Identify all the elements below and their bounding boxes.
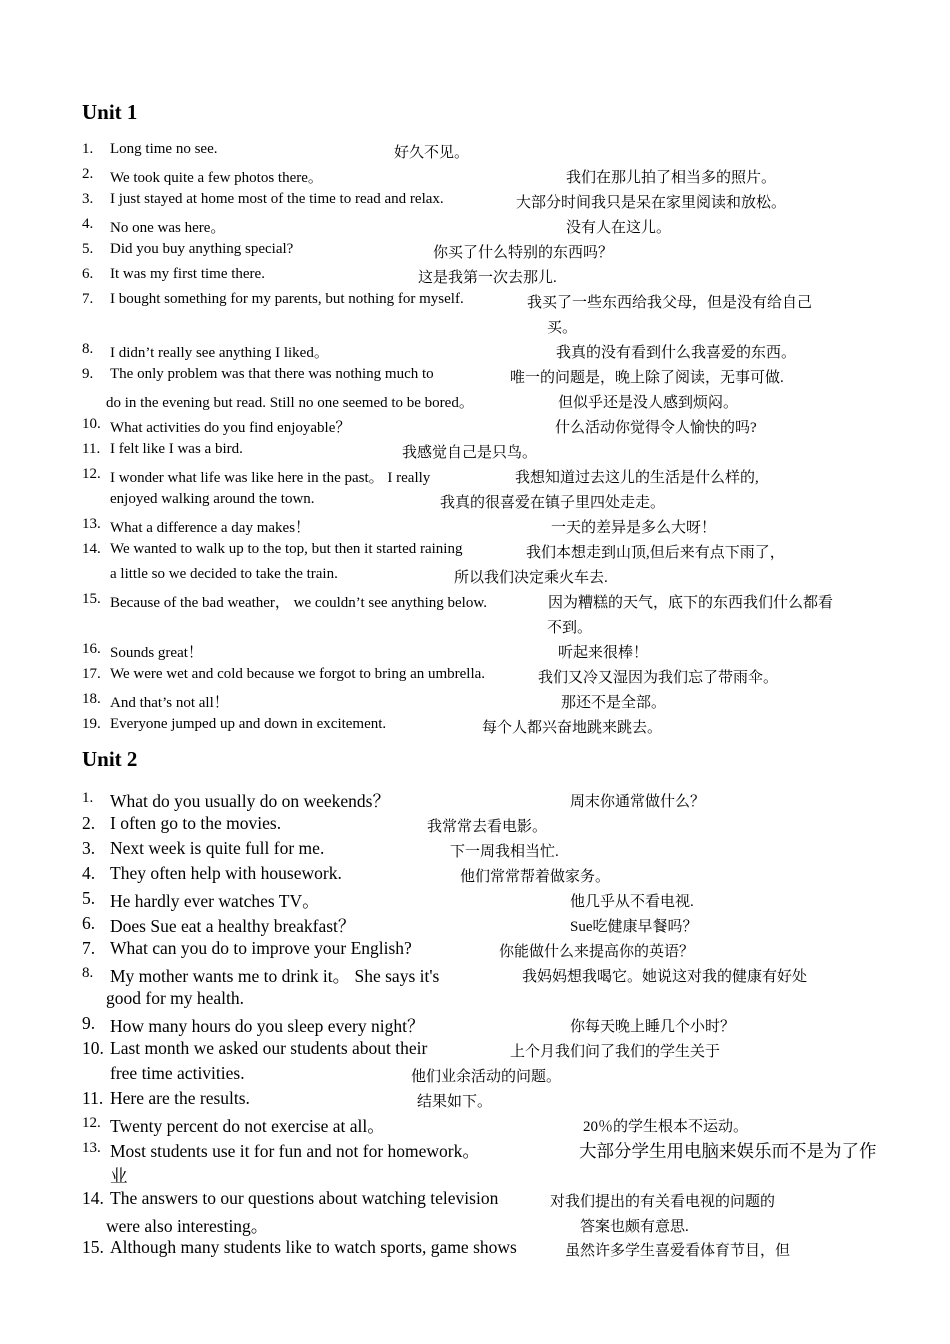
- item-number: 3.: [82, 838, 96, 858]
- item-number: 8.: [82, 341, 94, 357]
- english-sentence: And that’s not all！: [110, 695, 229, 711]
- chinese-translation: 唯一的问题是，晚上除了阅读，无事可做.: [510, 370, 784, 386]
- item-number: 13.: [82, 1140, 101, 1156]
- chinese-translation: 什么活动你觉得令人愉快的吗?: [555, 420, 757, 436]
- item-number: 10.: [82, 1038, 104, 1058]
- unit-2-heading: Unit 2: [82, 747, 138, 771]
- item-number: 7.: [82, 291, 94, 307]
- chinese-translation: 所以我们决定乘火车去.: [454, 570, 608, 586]
- item-number: 6.: [82, 913, 96, 933]
- item-number: 2.: [82, 166, 94, 182]
- chinese-translation: 我感觉自己是只鸟。: [402, 445, 538, 461]
- chinese-translation: 他们常常帮着做家务。: [460, 869, 611, 885]
- english-sentence: How many hours do you sleep every night？: [110, 1016, 425, 1036]
- english-sentence: Most students use it for fun and not for homework。: [110, 1141, 480, 1161]
- english-sentence: free time activities.: [110, 1063, 245, 1083]
- chinese-translation: 不到。: [547, 620, 593, 636]
- english-sentence: They often help with housework.: [110, 863, 342, 883]
- chinese-translation: 大部分时间我只是呆在家里阅读和放松。: [516, 195, 787, 211]
- english-sentence: I just stayed at home most of the time to read and relax.: [110, 191, 444, 207]
- chinese-translation: Sue吃健康早餐吗？: [570, 919, 698, 935]
- english-sentence: The only problem was that there was nothing much to: [110, 366, 434, 382]
- english-sentence: Does Sue eat a healthy breakfast？: [110, 916, 356, 936]
- english-sentence: Here are the results.: [110, 1088, 250, 1108]
- english-sentence: We wanted to walk up to the top, but then it started raining: [110, 541, 463, 557]
- chinese-translation: 他几乎从不看电视.: [570, 894, 694, 910]
- item-number: 11.: [82, 1088, 104, 1108]
- chinese-translation: 买。: [547, 320, 578, 336]
- chinese-translation: 我买了一些东西给我父母，但是没有给自己: [527, 295, 813, 311]
- english-sentence: I bought something for my parents, but nothing for myself.: [110, 291, 464, 307]
- item-number: 9.: [82, 366, 94, 382]
- english-sentence: Although many students like to watch sports, game shows: [110, 1237, 517, 1257]
- english-sentence: No one was here。: [110, 220, 226, 236]
- chinese-translation: 他们业余活动的问题。: [411, 1069, 562, 1085]
- english-sentence: 业: [110, 1166, 128, 1186]
- english-sentence: Last month we asked our students about their: [110, 1038, 428, 1058]
- english-sentence: Sounds great！: [110, 645, 203, 661]
- chinese-translation: 你能做什么来提高你的英语？: [499, 944, 695, 960]
- item-number: 4.: [82, 216, 94, 232]
- english-sentence: The answers to our questions about watching television: [110, 1188, 499, 1208]
- item-number: 15.: [82, 1237, 104, 1257]
- chinese-translation: 好久不见。: [394, 145, 470, 161]
- english-sentence: do in the evening but read. Still no one seemed to be bored。: [106, 395, 474, 411]
- item-number: 1.: [82, 790, 94, 806]
- english-sentence: Everyone jumped up and down in excitement.: [110, 716, 387, 732]
- item-number: 12.: [82, 1115, 101, 1131]
- english-sentence: We took quite a few photos there。: [110, 170, 323, 186]
- item-number: 11.: [82, 441, 101, 457]
- chinese-translation: 结果如下。: [417, 1094, 493, 1110]
- item-number: 17.: [82, 666, 101, 682]
- item-number: 2.: [82, 813, 96, 833]
- item-number: 15.: [82, 591, 101, 607]
- item-number: 9.: [82, 1013, 96, 1033]
- chinese-translation: 大部分学生用电脑来娱乐而不是为了作: [579, 1141, 877, 1161]
- english-sentence: What activities do you find enjoyable？: [110, 420, 351, 436]
- chinese-translation: 但似乎还是没人感到烦闷。: [558, 395, 739, 411]
- chinese-translation: 下一周我相当忙.: [450, 844, 559, 860]
- item-number: 8.: [82, 965, 94, 981]
- chinese-translation: 听起来很棒！: [558, 645, 649, 661]
- chinese-translation: 周末你通常做什么？: [570, 794, 706, 810]
- chinese-translation: 我想知道过去这儿的生活是什么样的,: [515, 470, 759, 486]
- item-number: 4.: [82, 863, 96, 883]
- english-sentence: Long time no see.: [110, 141, 218, 157]
- chinese-translation: 20％的学生根本不运动。: [583, 1119, 749, 1135]
- chinese-translation: 我真的很喜爱在镇子里四处走走。: [440, 495, 666, 511]
- chinese-translation: 没有人在这儿。: [566, 220, 672, 236]
- english-sentence: I often go to the movies.: [110, 813, 282, 833]
- chinese-translation: 虽然许多学生喜爱看体育节目，但: [565, 1243, 791, 1259]
- chinese-translation: 答案也颇有意思.: [580, 1219, 689, 1235]
- item-number: 14.: [82, 541, 101, 557]
- chinese-translation: 因为糟糕的天气，底下的东西我们什么都看: [548, 595, 834, 611]
- item-number: 13.: [82, 516, 101, 532]
- english-sentence: I felt like I was a bird.: [110, 441, 243, 457]
- english-sentence: a little so we decided to take the train.: [110, 566, 338, 582]
- english-sentence: What a difference a day makes！: [110, 520, 311, 536]
- item-number: 5.: [82, 241, 94, 257]
- item-number: 12.: [82, 466, 101, 482]
- chinese-translation: 每个人都兴奋地跳来跳去。: [482, 720, 663, 736]
- chinese-translation: 你买了什么特别的东西吗？: [433, 245, 614, 261]
- chinese-translation: 那还不是全部。: [561, 695, 667, 711]
- english-sentence: enjoyed walking around the town.: [110, 491, 315, 507]
- english-sentence: Did you buy anything special?: [110, 241, 294, 257]
- item-number: 18.: [82, 691, 101, 707]
- english-sentence: I didn’t really see anything I liked。: [110, 345, 329, 361]
- chinese-translation: 我真的没有看到什么我喜爱的东西。: [556, 345, 797, 361]
- english-sentence: What do you usually do on weekends？: [110, 791, 390, 811]
- item-number: 14.: [82, 1188, 104, 1208]
- item-number: 6.: [82, 266, 94, 282]
- english-sentence: Because of the bad weather， we couldn’t see anything below.: [110, 595, 487, 611]
- item-number: 7.: [82, 938, 96, 958]
- chinese-translation: 我们又冷又湿因为我们忘了带雨伞。: [538, 670, 779, 686]
- item-number: 10.: [82, 416, 101, 432]
- unit-1-heading: Unit 1: [82, 100, 138, 124]
- english-sentence: My mother wants me to drink it。 She says it's: [110, 966, 440, 986]
- chinese-translation: 你每天晚上睡几个小时？: [570, 1019, 736, 1035]
- english-sentence: Twenty percent do not exercise at all。: [110, 1116, 385, 1136]
- chinese-translation: 上个月我们问了我们的学生关于: [510, 1044, 721, 1060]
- english-sentence: Next week is quite full for me.: [110, 838, 325, 858]
- english-sentence: I wonder what life was like here in the past。 I really: [110, 470, 431, 486]
- item-number: 16.: [82, 641, 101, 657]
- item-number: 19.: [82, 716, 101, 732]
- english-sentence: It was my first time there.: [110, 266, 265, 282]
- english-sentence: What can you do to improve your English?: [110, 938, 412, 958]
- english-sentence: He hardly ever watches TV。: [110, 891, 320, 911]
- item-number: 1.: [82, 141, 94, 157]
- chinese-translation: 我们本想走到山顶,但后来有点下雨了，: [526, 545, 785, 561]
- chinese-translation: 我妈妈想我喝它。她说这对我的健康有好处: [522, 969, 808, 985]
- english-sentence: were also interesting。: [106, 1216, 269, 1236]
- item-number: 5.: [82, 888, 96, 908]
- item-number: 3.: [82, 191, 94, 207]
- chinese-translation: 这是我第一次去那儿.: [418, 270, 557, 286]
- english-sentence: good for my health.: [106, 988, 245, 1008]
- chinese-translation: 我常常去看电影。: [427, 819, 548, 835]
- chinese-translation: 对我们提出的有关看电视的问题的: [550, 1194, 776, 1210]
- chinese-translation: 我们在那儿拍了相当多的照片。: [566, 170, 777, 186]
- chinese-translation: 一天的差异是多么大呀！: [551, 520, 717, 536]
- english-sentence: We were wet and cold because we forgot to bring an umbrella.: [110, 666, 486, 682]
